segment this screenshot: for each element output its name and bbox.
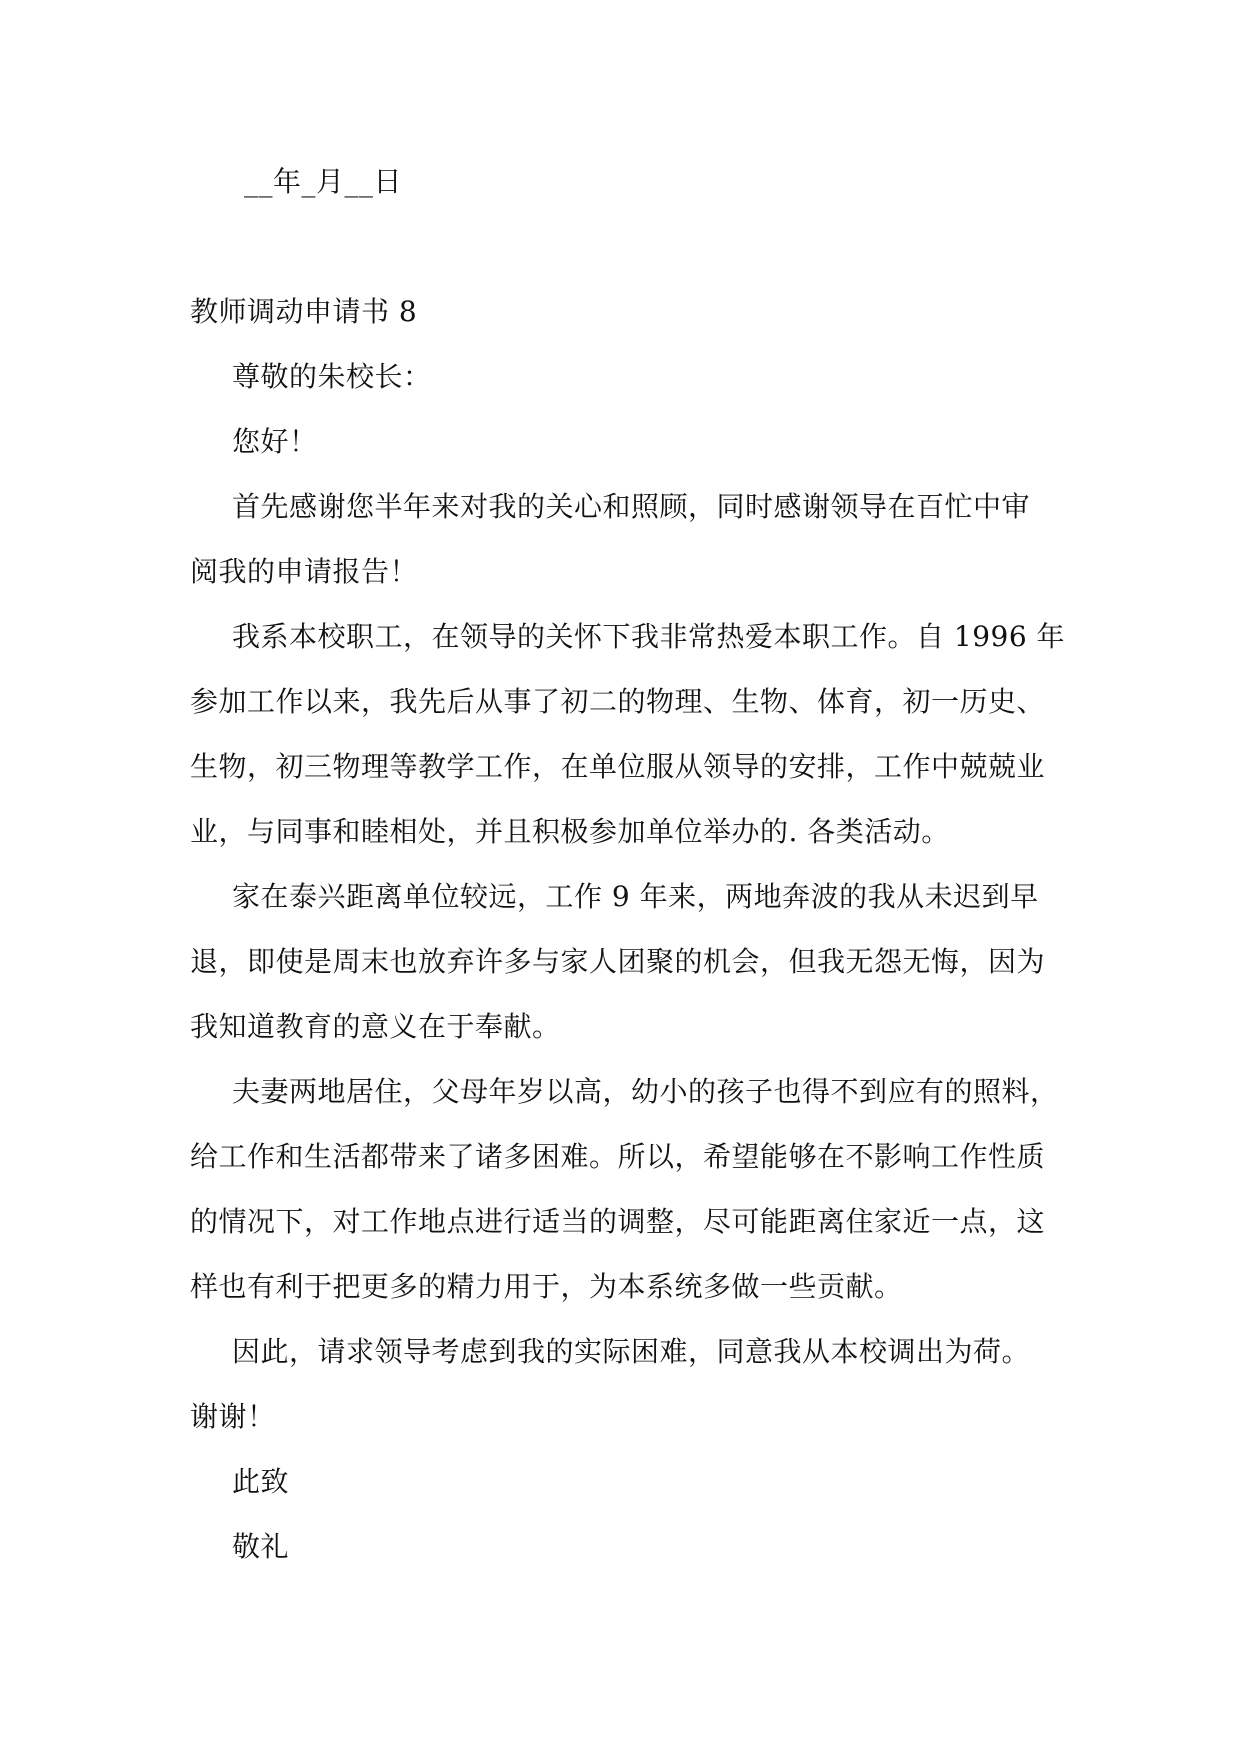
paragraph-line: 我知道教育的意义在于奉献。 [190, 1010, 561, 1043]
closing-line: 此致 [232, 1465, 290, 1498]
paragraph-line: 因此，请求领导考虑到我的实际困难，同意我从本校调出为荷。 [232, 1335, 1031, 1368]
paragraph-line: 我系本校职工，在领导的关怀下我非常热爱本职工作。自 1996 年 [232, 620, 1066, 653]
paragraph-line: 首先感谢您半年来对我的关心和照顾，同时感谢领导在百忙中审 [232, 490, 1031, 523]
paragraph-line: 给工作和生活都带来了诸多困难。所以，希望能够在不影响工作性质 [190, 1140, 1046, 1173]
paragraph-line: 阅我的申请报告！ [190, 555, 419, 588]
paragraph-line: 参加工作以来，我先后从事了初二的物理、生物、体育，初一历史、 [190, 685, 1046, 718]
document-title: 教师调动申请书 8 [190, 295, 418, 328]
paragraph-line: 夫妻两地居住，父母年岁以高，幼小的孩子也得不到应有的照料， [232, 1075, 1059, 1108]
salutation: 尊敬的朱校长： [232, 360, 432, 393]
paragraph-line: 样也有利于把更多的精力用于，为本系统多做一些贡献。 [190, 1270, 903, 1303]
greeting: 您好！ [232, 425, 318, 458]
paragraph-line: 谢谢！ [190, 1400, 276, 1433]
closing-line: 敬礼 [232, 1530, 290, 1563]
paragraph-line: 生物，初三物理等教学工作，在单位服从领导的安排，工作中兢兢业 [190, 750, 1046, 783]
paragraph-line: 业，与同事和睦相处，并且积极参加单位举办的. 各类活动。 [190, 815, 950, 848]
paragraph-line: 退，即使是周末也放弃许多与家人团聚的机会，但我无怨无悔，因为 [190, 945, 1046, 978]
paragraph-line: 家在泰兴距离单位较远，工作 9 年来，两地奔波的我从未迟到早 [232, 880, 1039, 913]
date-line: __年_月__日 [244, 165, 403, 198]
paragraph-line: 的情况下，对工作地点进行适当的调整，尽可能距离住家近一点，这 [190, 1205, 1046, 1238]
